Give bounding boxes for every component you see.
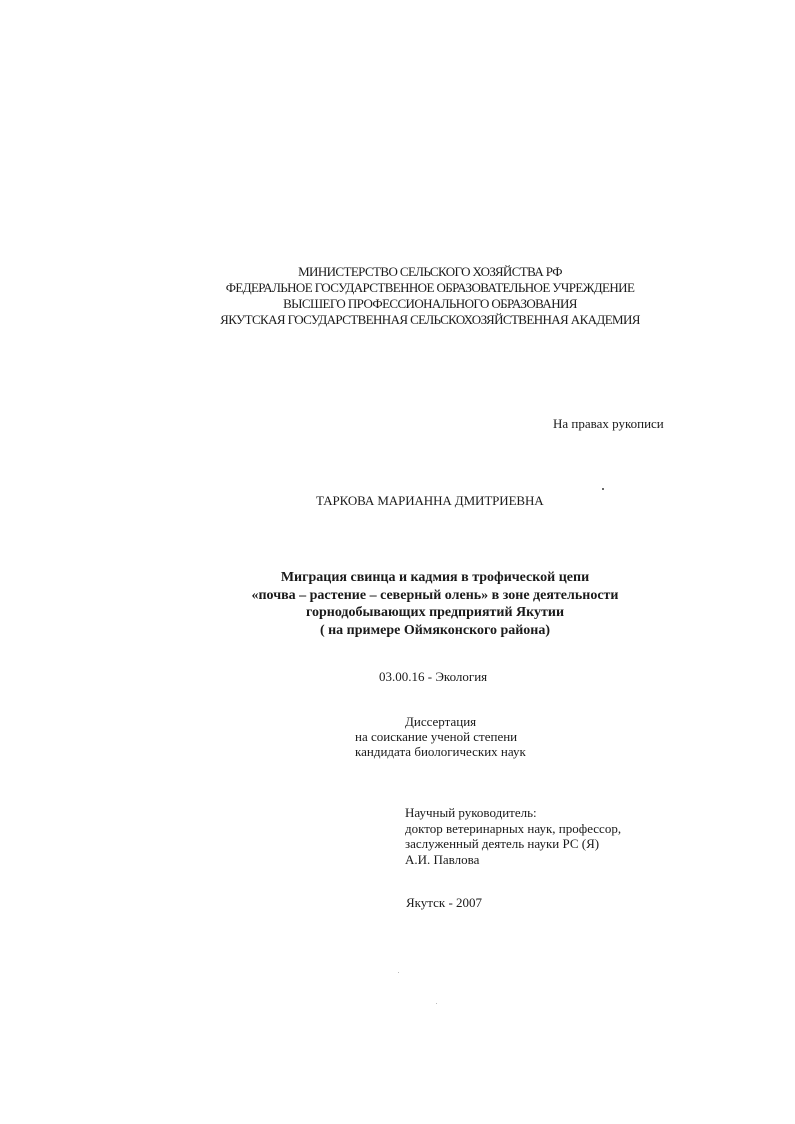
title-line: горнодобывающих предприятий Якутии: [305, 605, 565, 620]
institution-line: МИНИСТЕРСТВО СЕЛЬСКОГО ХОЗЯЙСТВА РФ: [298, 264, 562, 279]
institution-line: ВЫСШЕГО ПРОФЕССИОНАЛЬНОГО ОБРАЗОВАНИЯ: [283, 296, 577, 311]
degree-statement: [355, 714, 526, 759]
supervisor-line: Научный руководитель:: [405, 805, 537, 820]
place-year: Якутск - 2007: [406, 895, 483, 910]
institution-header: [0, 264, 795, 328]
supervisor-line: заслуженный деятель науки РС (Я): [405, 836, 600, 851]
supervisor-line: А.И. Павлова: [405, 851, 480, 867]
degree-line: на соискание ученой степени: [355, 729, 518, 744]
institution-line: ФЕДЕРАЛЬНОЕ ГОСУДАРСТВЕННОЕ ОБРАЗОВАТЕЛЬНОЕ УЧРЕЖДЕНИЕ: [225, 280, 635, 295]
supervisor-line: доктор ветеринарных наук, профессор,: [405, 820, 622, 836]
scan-speck: [436, 1003, 437, 1004]
degree-line: кандидата биологических наук: [355, 744, 526, 759]
title-line: Миграция свинца и кадмия в трофической цепи: [280, 570, 590, 585]
author-name: ТАРКОВА МАРИАННА ДМИТРИЕВНА: [316, 493, 544, 508]
dissertation-title: [0, 569, 795, 639]
specialty-code: 03.00.16 - Экология: [379, 669, 488, 684]
supervisor-block: [405, 805, 621, 867]
institution-line: ЯКУТСКАЯ ГОСУДАРСТВЕННАЯ СЕЛЬСКОХОЗЯЙСТВЕННАЯ АКАДЕМИЯ: [220, 312, 640, 327]
scan-speck: [398, 972, 399, 973]
degree-line: Диссертация: [405, 714, 477, 729]
title-line: ( на примере Оймяконского района): [319, 622, 551, 638]
title-line: «почва – растение – северный олень» в зоне деятельности: [251, 587, 619, 603]
scan-speck: [602, 488, 604, 490]
manuscript-note: На правах рукописи: [553, 416, 664, 431]
